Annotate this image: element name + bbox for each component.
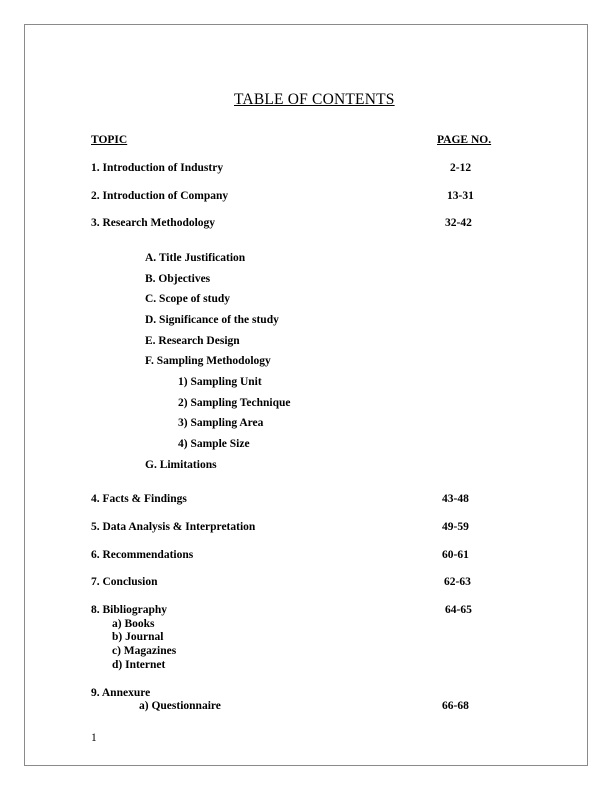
toc-subsubitem: 3) Sampling Area [178,417,264,429]
toc-subitem: A. Title Justification [145,252,246,264]
toc-entry: 5. Data Analysis & Interpretation [91,521,256,533]
toc-subitem: B. Objectives [145,273,211,285]
page-title: TABLE OF CONTENTS [234,91,395,108]
toc-entry-pages: 62-63 [444,576,471,588]
toc-entry: 2. Introduction of Company [91,190,229,202]
toc-entry: 4. Facts & Findings [91,493,187,505]
toc-subitem: a) Books [112,618,155,630]
toc-entry: 1. Introduction of Industry [91,162,224,174]
page-no-header: PAGE NO. [437,134,492,146]
toc-subitem: a) Questionnaire [139,700,221,712]
toc-subitem: E. Research Design [145,335,240,347]
toc-subitem: b) Journal [112,631,164,643]
toc-subitem: D. Significance of the study [145,314,279,326]
toc-entry-pages: 2-12 [450,162,472,174]
toc-entry-pages: 32-42 [445,217,472,229]
toc-subitem: C. Scope of study [145,293,230,305]
toc-entry-pages: 66-68 [442,700,469,712]
toc-subitem: d) Internet [112,659,166,671]
toc-entry-pages: 60-61 [442,549,469,561]
toc-entry: 6. Recommendations [91,549,194,561]
toc-entry-pages: 64-65 [445,604,472,616]
toc-entry: 3. Research Methodology [91,217,216,229]
toc-subsubitem: 1) Sampling Unit [178,376,262,388]
toc-entry-pages: 13-31 [447,190,474,202]
toc-subsubitem: 4) Sample Size [178,438,250,450]
toc-subitem: F. Sampling Methodology [145,355,271,367]
toc-entry: 9. Annexure [91,687,151,699]
page-number: 1 [91,732,97,744]
toc-entry-pages: 49-59 [442,521,469,533]
topic-header: TOPIC [91,134,128,146]
toc-entry: 8. Bibliography [91,604,168,616]
toc-subitem: G. Limitations [145,459,217,471]
toc-entry: 7. Conclusion [91,576,158,588]
toc-entry-pages: 43-48 [442,493,469,505]
toc-subitem: c) Magazines [112,645,177,657]
toc-subsubitem: 2) Sampling Technique [178,397,291,409]
